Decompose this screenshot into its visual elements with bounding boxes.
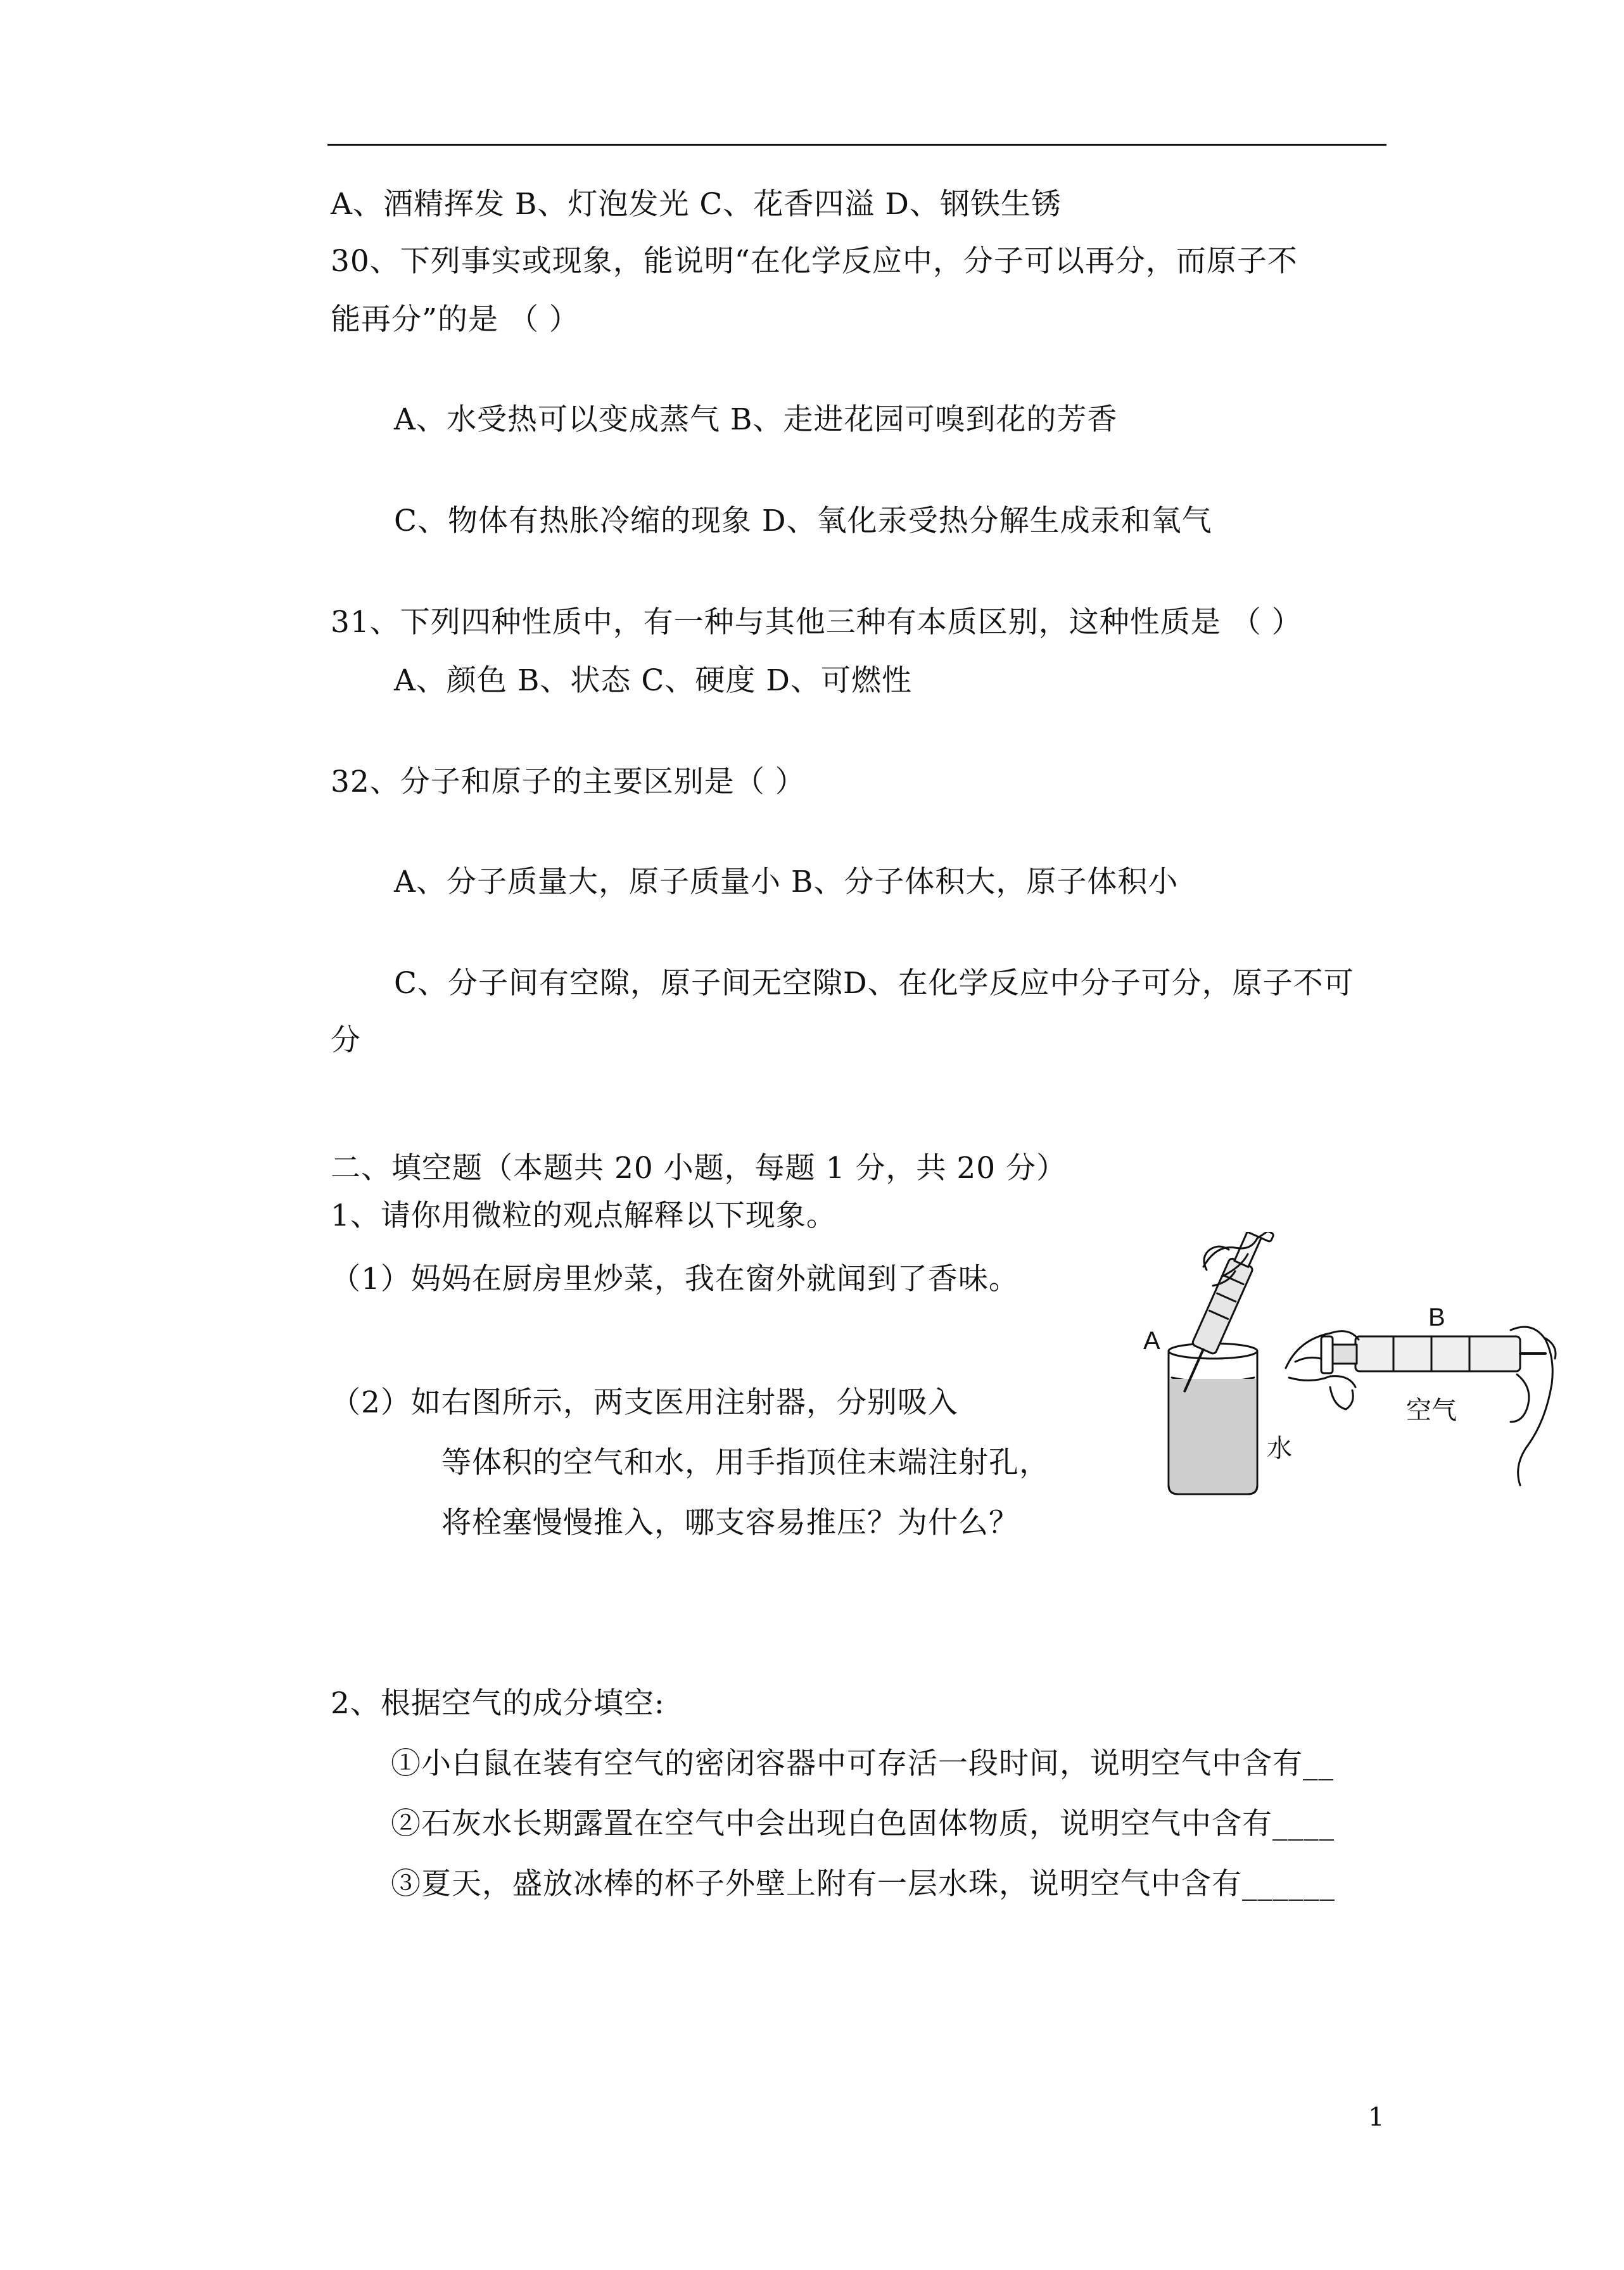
section2-heading: 二、填空题（本题共 20 小题，每题 1 分，共 20 分） xyxy=(331,1151,1067,1186)
syringe-b xyxy=(1321,1336,1545,1373)
q30-stem-line2: 能再分”的是 （ ） xyxy=(331,302,580,337)
q32-stem: 32、分子和原子的主要区别是（ ） xyxy=(331,764,806,799)
s2-q2-item3: ③夏天，盛放冰棒的杯子外壁上附有一层水珠，说明空气中含有______ xyxy=(391,1867,1335,1901)
label-air: 空气 xyxy=(1406,1397,1457,1424)
q30-option-ab: A、水受热可以变成蒸气 B、走进花园可嗅到花的芳香 xyxy=(394,402,1118,437)
s2-q1-part1: （1）妈妈在厨房里炒菜，我在窗外就闻到了香味。 xyxy=(331,1262,1019,1297)
q30-stem-line1: 30、下列事实或现象，能说明“在化学反应中，分子可以再分，而原子不 xyxy=(331,244,1298,279)
label-a: A xyxy=(1143,1327,1160,1355)
syringe-figure xyxy=(1140,1232,1558,1504)
q32-option-ab: A、分子质量大，原子质量小 B、分子体积大，原子体积小 xyxy=(394,865,1179,899)
s2-q2-stem: 2、根据空气的成分填空: xyxy=(331,1686,665,1721)
s2-q2-item2: ②石灰水长期露置在空气中会出现白色固体物质，说明空气中含有____ xyxy=(391,1806,1335,1841)
beaker xyxy=(1169,1343,1257,1494)
header-rule xyxy=(327,144,1386,146)
s2-q1-part2-line1: （2）如右图所示，两支医用注射器，分别吸入 xyxy=(331,1385,958,1420)
q32-option-cd-line2: 分 xyxy=(331,1023,361,1058)
s2-q1-part2-line3: 将栓塞慢慢推入，哪支容易推压？为什么？ xyxy=(441,1506,1019,1540)
q32-option-cd-line1: C、分子间有空隙，原子间无空隙D、在化学反应中分子可分，原子不可 xyxy=(394,966,1354,1001)
q31-stem: 31、下列四种性质中，有一种与其他三种有本质区别，这种性质是 （ ） xyxy=(331,605,1302,640)
q31-options: A、颜色 B、状态 C、硬度 D、可燃性 xyxy=(394,663,912,698)
s2-q1-part2-line2: 等体积的空气和水，用手指顶住末端注射孔， xyxy=(441,1445,1050,1480)
q30-option-cd: C、物体有热胀冷缩的现象 D、氧化汞受热分解生成汞和氧气 xyxy=(394,504,1212,538)
s2-q1-stem: 1、请你用微粒的观点解释以下现象。 xyxy=(331,1198,837,1233)
syringe-illustration xyxy=(1140,1232,1558,1504)
page-number: 1 xyxy=(1368,2103,1385,2132)
label-b: B xyxy=(1428,1303,1445,1331)
q29-options: A、酒精挥发 B、灯泡发光 C、花香四溢 D、钢铁生锈 xyxy=(331,187,1062,222)
s2-q2-item1: ①小白鼠在装有空气的密闭容器中可存活一段时间，说明空气中含有__ xyxy=(391,1746,1334,1781)
label-water: 水 xyxy=(1267,1435,1292,1462)
